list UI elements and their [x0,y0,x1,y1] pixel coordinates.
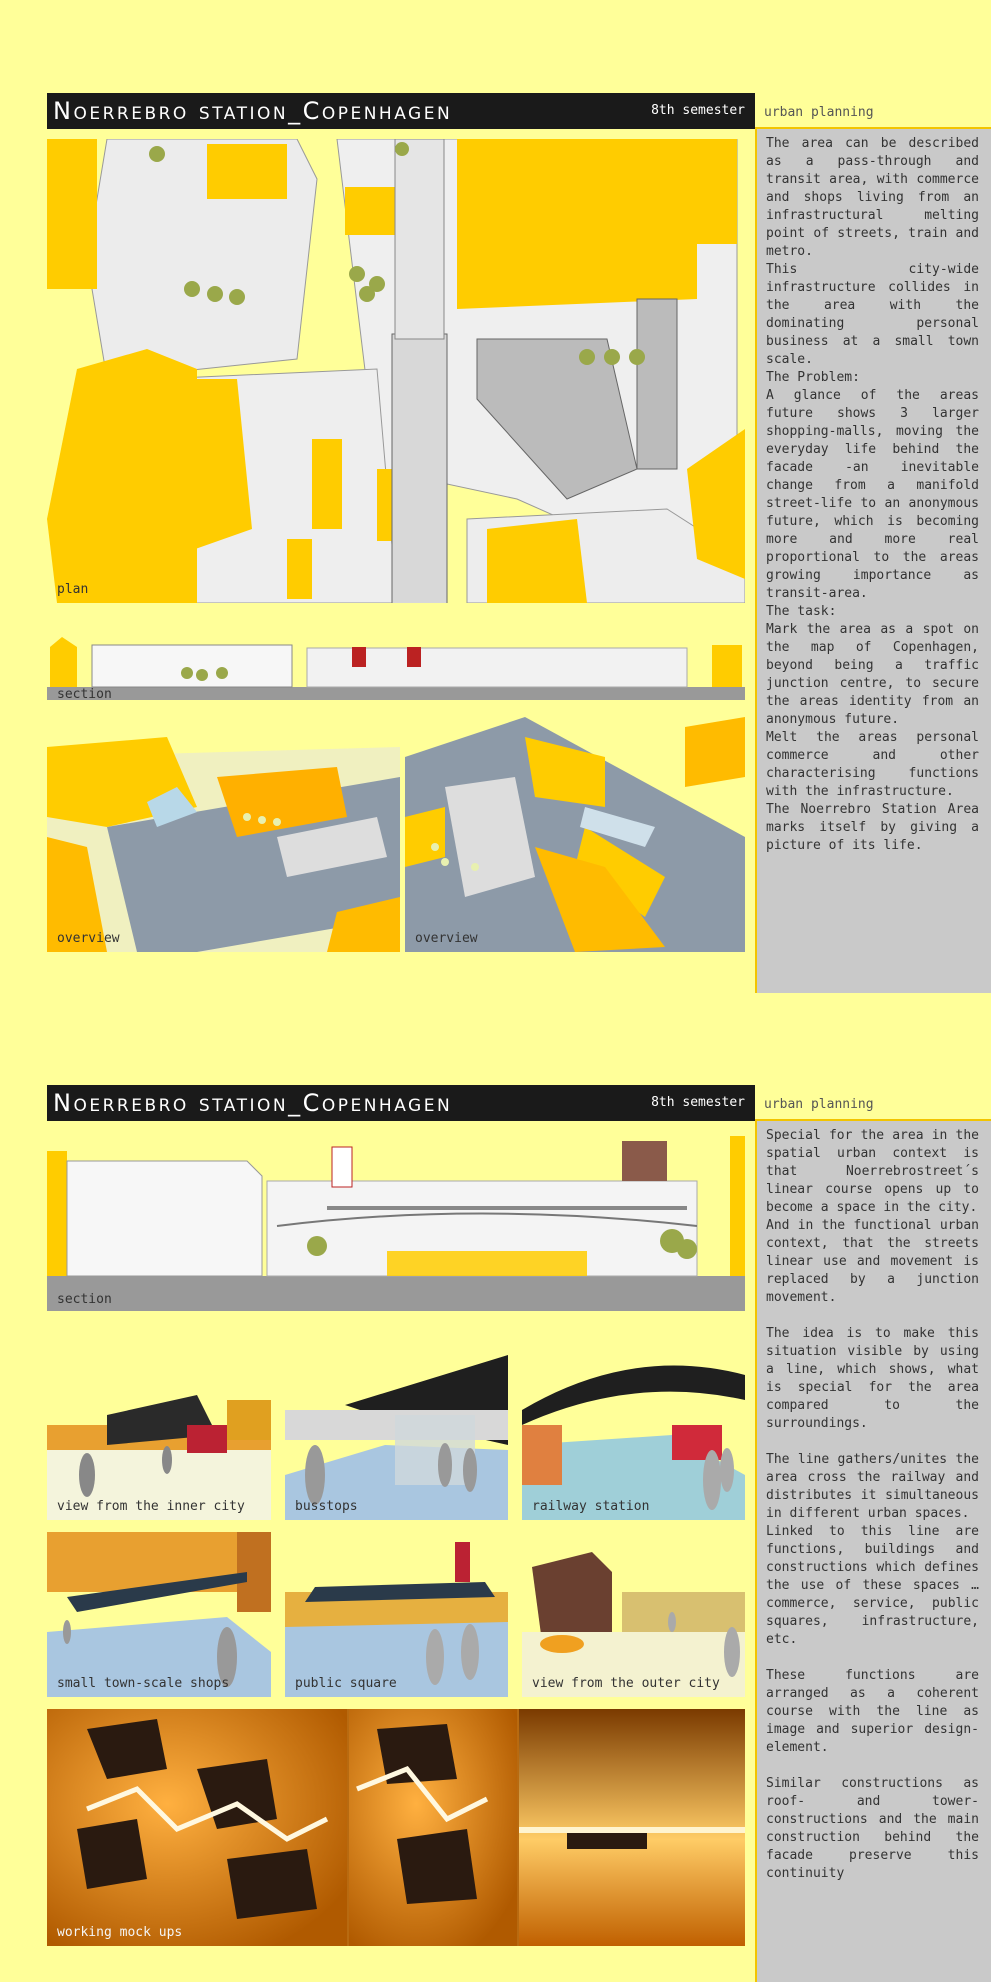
overview-label: overview [57,931,120,946]
plan-label: plan [57,582,89,597]
paragraph-gap [766,1649,979,1667]
overview-image-2 [405,717,745,952]
description-column [755,1121,991,1982]
sheet-2 [0,1085,991,1982]
section-label: section [57,687,112,700]
paragraph-gap [766,1757,979,1775]
text-paragraph: The idea is to make this situation visible by using a line, which shows, what is special for the area compared to the surroundings. [766,1326,979,1431]
section-drawing [47,1131,745,1311]
view-outer-city-image [522,1532,745,1697]
view-inner-city-image [47,1355,271,1520]
text-paragraph: The area can be described as a pass-through and transit area, with commerce and shops living from an infrastructural melting point of streets, train and metro. [766,136,979,259]
description-column [755,129,991,993]
overview-image-1 [47,717,400,952]
busstops-image [285,1355,508,1520]
text-paragraph: Similar constructions as roof- and tower-constructions and the main construction behind the facade preserve this continuity [766,1776,979,1881]
title-bar [47,93,755,129]
title-bar [47,1085,755,1121]
working-mockups-label: working mock ups [57,1925,183,1940]
working-mockups-image [47,1709,745,1946]
overview-label: overview [415,931,478,946]
text-paragraph: Mark the area as a spot on the map of Copenhagen, beyond being a traffic junction centre, to secure the areas identity from an anonymous future. [766,622,979,727]
text-paragraph: Melt the areas personal commerce and other characterising functions with the infrastructure. [766,730,979,799]
sheet-1 [0,93,991,993]
subject-label: urban planning [764,1097,874,1112]
text-paragraph: The task: [766,604,837,619]
busstops-label: busstops [295,1499,358,1514]
section-drawing [47,633,745,700]
plan-image [47,139,745,603]
small-shops-label: small town-scale shops [57,1676,230,1691]
text-paragraph: Linked to this line are functions, buildings and constructions which defines the use of these spaces …commerce, service, public squares, infrastructure, etc. [766,1524,979,1647]
railway-station-label: railway station [532,1499,650,1514]
sheet-title: Noerrebro station_Copenhagen [53,1089,453,1117]
paragraph-gap [766,1307,979,1325]
public-square-image [285,1532,508,1697]
view-outer-city-label: view from the outer city [532,1676,720,1691]
public-square-label: public square [295,1676,397,1691]
text-paragraph: The Noerrebro Station Area marks itself by giving a picture of its life. [766,802,979,853]
text-paragraph: This city-wide infrastructure collides in the area with the dominating personal business at a small town scale. [766,262,979,367]
subject-label: urban planning [764,105,874,120]
text-paragraph: These functions are arranged as a coherent course with the line as image and superior design-element. [766,1668,979,1755]
small-shops-image [47,1532,271,1697]
paragraph-gap [766,1433,979,1451]
section-label: section [57,1292,112,1307]
semester-label: 8th semester [651,1095,745,1110]
text-paragraph: The line gathers/unites the area cross the railway and distributes it simultaneous in different urban spaces. [766,1452,979,1521]
railway-station-image [522,1355,745,1520]
text-paragraph: And in the functional urban context, that the streets linear use and movement is replaced by a junction movement. [766,1218,979,1305]
view-inner-city-label: view from the inner city [57,1499,245,1514]
text-paragraph: A glance of the areas future shows 3 larger shopping-malls, moving the everyday life behind the facade -an inevitable change from a manifold street-life to an anonymous future, which is becoming more and more real proportional to the areas growing importance as transit-area. [766,388,979,601]
text-paragraph: Special for the area in the spatial urban context is that Noerrebrostreet´s linear course opens up to become a space in the city. [766,1128,979,1215]
text-paragraph: The Problem: [766,370,860,385]
semester-label: 8th semester [651,103,745,118]
sheet-title: Noerrebro station_Copenhagen [53,97,453,125]
